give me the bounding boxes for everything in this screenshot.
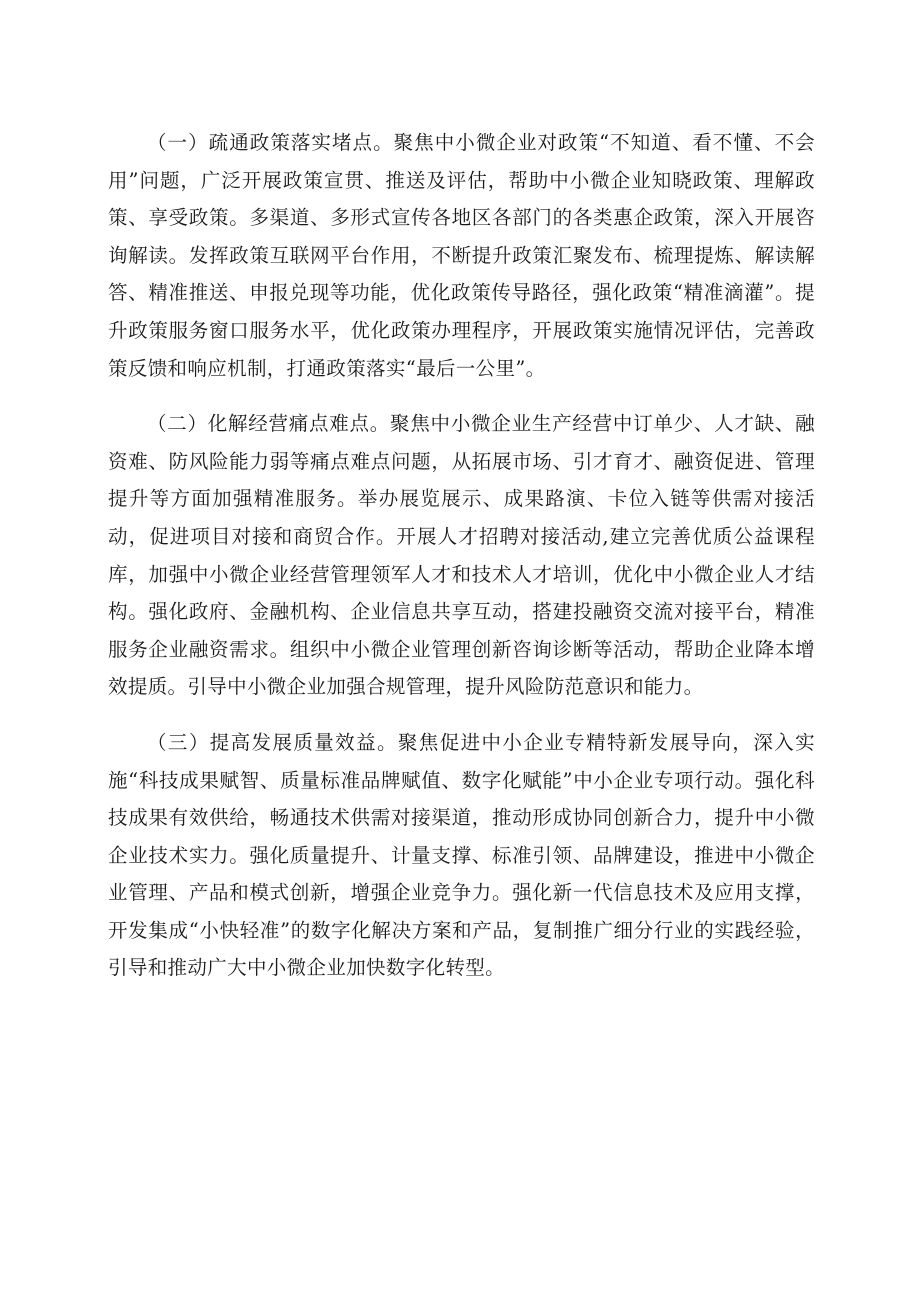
paragraph-development-quality: （三）提高发展质量效益。聚焦促进中小企业专精特新发展导向，深入实施“科技成果赋智、质量标准品牌赋值、数字化赋能”中小企业专项行动。强化科技成果有效供给，畅通技术供需对接渠道，推动形成协同创新合力，提升中小微企业技术实力。强化质量提升、计量支撑、标准引领、品牌建设，推进中小微企业管理、产品和模式创新，增强企业竞争力。强化新一代信息技术及应用支撑，开发集成“小快轻准”的数字化解决方案和产品，复制推广细分行业的实践经验，引导和推动广大中小微企业加快数字化转型。 bbox=[108, 730, 815, 980]
paragraph-policy-implementation: （一）疏通政策落实堵点。聚焦中小微企业对政策“不知道、看不懂、不会用”问题，广泛开展政策宣贯、推送及评估，帮助中小微企业知晓政策、理解政策、享受政策。多渠道、多形式宣传各地区各部门的各类惠企政策，深入开展咨询解读。发挥政策互联网平台作用，不断提升政策汇聚发布、梳理提炼、解读解答、精准推送、申报兑现等功能，优化政策传导路径，强化政策“精准滴灌”。提升政策服务窗口服务水平，优化政策办理程序，开展政策实施情况评估，完善政策反馈和响应机制，打通政策落实“最后一公里”。 bbox=[108, 131, 815, 380]
paragraph-operational-pain-points: （二）化解经营痛点难点。聚焦中小微企业生产经营中订单少、人才缺、融资难、防风险能力弱等痛点难点问题，从拓展市场、引才育才、融资促进、管理提升等方面加强精准服务。举办展览展示、成果路演、卡位入链等供需对接活动，促进项目对接和商贸合作。开展人才招聘对接活动,建立完善优质公益课程库，加强中小微企业经营管理领军人才和技术人才培训，优化中小微企业人才结构。强化政府、金融机构、企业信息共享互动，搭建投融资交流对接平台，精准服务企业融资需求。组织中小微企业管理创新咨询诊断等活动，帮助企业降本增效提质。引导中小微企业加强合规管理，提升风险防范意识和能力。 bbox=[108, 412, 815, 699]
